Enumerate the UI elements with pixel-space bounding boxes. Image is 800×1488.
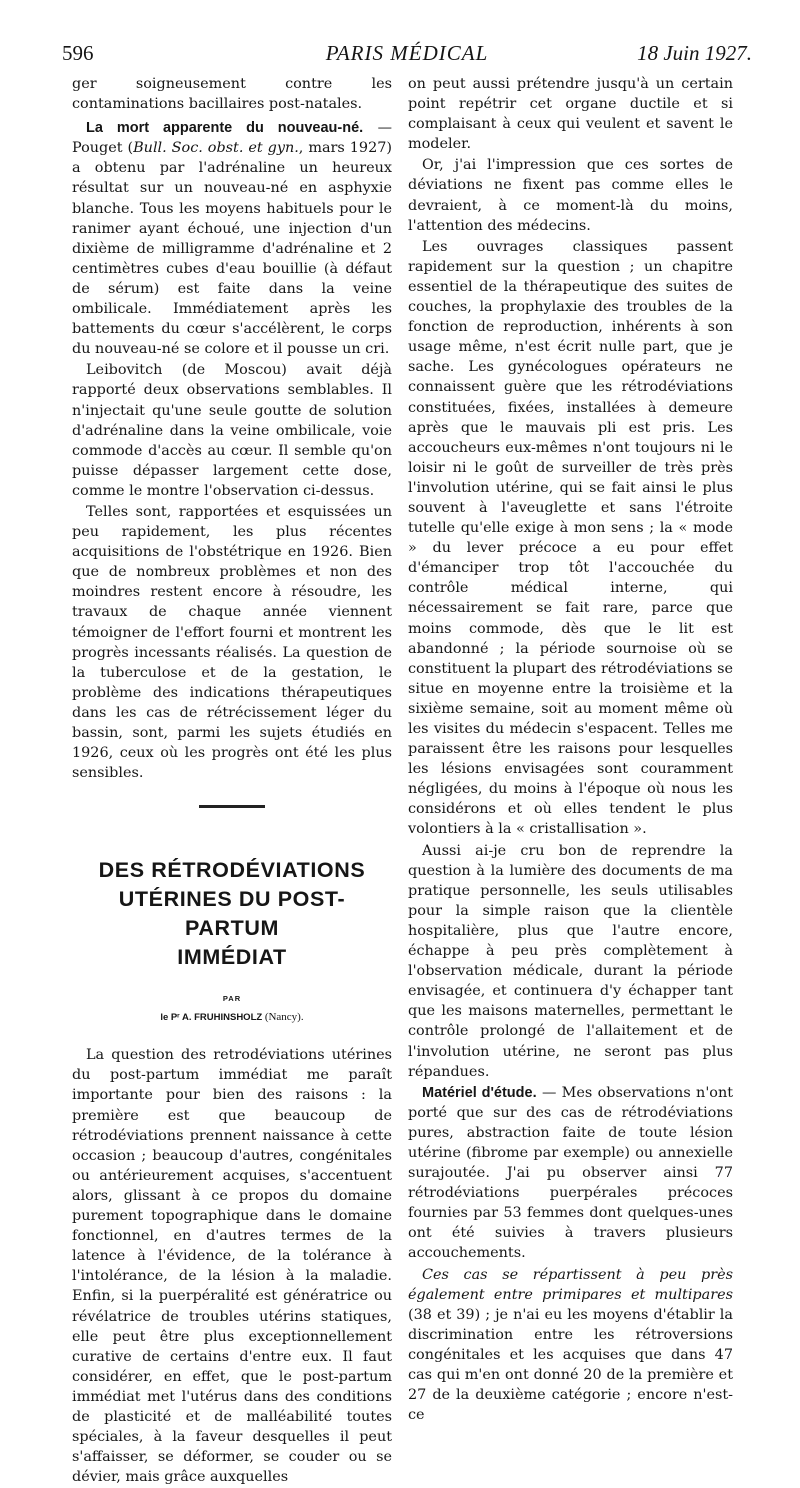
paragraph-material	[408, 1083, 733, 1264]
section-divider	[199, 805, 265, 808]
paragraph: Aussi ai-je cru bon de reprendre la question à la lumière des documents de ma pratique personnelle, les seuls utilisables pour la simple raison que la clientèle hospitalière, plus que l'autre encore, échappe à peu près complètement à l'observation médicale, durant la période envisagée, et continuera d'y échapper tant que les maisons maternelles, permettant le contrôle prolongé de l'allaitement et de l'involution utérine, ne seront pas plus répandues.	[408, 842, 733, 1080]
paragraph: Les ouvrages classiques passent rapidement sur la question ; un chapitre essentiel de la thérapeutique des suites de couches, la prophylaxie des troubles de la fonction de reproduction, inhérents à son usage même, n'est écrit nulle part, que je sache. Les gynécologues opérateurs ne connaissent guère que les rétrodéviations constituées, fixées, installées à demeure après que le mauvais pli est pris. Les accoucheurs eux-mêmes n'ont toujours ni le loisir ni le goût de surveiller de très près l'involution utérine, qui se fait ainsi le plus souvent à l'aveuglette et sans l'étroite tutelle qu'elle exige à mon sens ; la « mode » du lever précoce a eu pour effet d'émanciper trop tôt l'accouchée du contrôle médical interne, qui nécessairement se fait rare, parce que moins commode, dès que le lit est abandonné ; la période sournoise où se constituent la plupart des rétrodéviations se situe en moyenne entre la troisième et la sixième semaine, soit au moment même où les visites du médecin s'espacent. Telles me paraissent être les raisons pour lesquelles les lésions envisagées sont couramment négligées, du moins à l'époque où nous les considérons et où elles tendent le plus volontiers à la « cristallisation ».	[408, 238, 733, 838]
section-lead: La mort apparente du nouveau-né.	[86, 120, 364, 137]
paragraph: La question des retrodéviations utérines du post-partum immédiat me paraît importante pour bien des raisons : la première est que beaucoup de rétrodéviations prennent naissance à cette occasion ; beaucoup d'autres, congénitales ou antérieurement acquises, s'accentuent alors, glissant à ce propos du domaine purement topographique dans le domaine fonctionnel, en d'autres termes de la latence à l'évidence, de la tolérance à l'intolérance, de la lésion à la maladie. Enfin, si la puerpéralité est génératrice ou révélatrice de troubles utérins statiques, elle peut être plus exceptionnellement curative de certains d'entre eux. Il faut considérer, en effet, que le post-partum immédiat met l'utérus dans des conditions de plasticité et de malléabilité toutes spéciales, à la faveur desquelles il peut s'affaisser, se déformer, se couder ou se dévier, mais grâce auxquelles	[72, 1047, 392, 1486]
paragraph: ger soigneusement contre les contaminations bacillaires post-natales.	[72, 76, 392, 113]
author-name: le Pʳ A. FRUHINSHOLZ	[160, 1012, 263, 1024]
citation: Bull. Soc. obst. et gyn.	[133, 140, 299, 157]
paragraph-distribution	[408, 1265, 733, 1426]
paragraph-text: — Mes observations n'ont porté que sur des cas de rétrodéviations pures, abstraction faite de toute lésion utérine (fibrome par exemple) ou annexielle surajoutée. J'ai pu observer ainsi 77 rétrodéviations puerpérales précoces fournies par 53 femmes dont quelques-unes ont été suivies à travers plusieurs accouchements.	[408, 1084, 733, 1262]
right-column	[408, 74, 733, 1426]
section-lead: Matériel d'étude.	[422, 1084, 537, 1101]
paragraph: Leibovitch (de Moscou) avait déjà rapporté deux observations semblables. Il n'injectait qu'une seule goutte de solution d'adrénaline dans la veine ombilicale, voie commode d'accès au cœur. Il semble qu'on puisse dépasser largement cette dose, comme le montre l'observation ci-dessus.	[72, 362, 392, 499]
author-line	[72, 1010, 392, 1025]
left-column	[72, 74, 392, 1488]
italic-text: Ces cas se répartissent à peu près également entre primipares et multipares	[408, 1266, 733, 1303]
article-title-line: UTÉRINES DU POST-PARTUM	[118, 887, 346, 941]
byline-par: PAR	[222, 994, 242, 1004]
article-title-line: IMMÉDIAT	[177, 945, 287, 970]
paragraph-text: (38 et 39) ; je n'ai eu les moyens d'établir la discrimination entre les rétroversions congénitales et les acquises que dans 47 cas qui m'en ont donné 20 de la première et 27 de la deuxième catégorie ; encore n'est-ce	[408, 1306, 733, 1424]
article-title-line: DES RÉTRODÉVIATIONS	[98, 858, 366, 883]
issue-date: 18 Juin 1927.	[637, 41, 752, 65]
author-affiliation: (Nancy).	[264, 1011, 304, 1024]
journal-title: PARIS MÉDICAL	[325, 41, 489, 65]
paragraph-text: , mars 1927) a obtenu par l'adrénaline un heureux résultat sur un nouveau-né en asphyxie blanche. Tous les moyens habituels pour le ranimer ayant échoué, une injection d'un dixième de milligramme d'adrénaline et 2 centimètres cubes d'eau bouillie (à défaut de sérum) est faite dans la veine ombilicale. Immédiatement après les battements du cœur s'accélèrent, le corps du nouveau-né se colore et il pousse un cri.	[72, 140, 392, 358]
paragraph: Telles sont, rapportées et esquissées un peu rapidement, les plus récentes acquisitions de l'obstétrique en 1926. Bien que de nombreux problèmes et non des moindres restent encore à résoudre, les travaux de chaque année viennent témoigner de l'effort fourni et montrent les progrès incessants réalisés. La question de la tuberculose et de la gestation, le problème des indications thérapeutiques dans les cas de rétrécissement léger du bassin, sont, parmi les sujets étudiés en 1926, ceux où les progrès ont été les plus sensibles.	[72, 503, 392, 782]
paragraph-newborn-death	[72, 118, 392, 359]
page-number: 596	[62, 41, 94, 65]
paragraph: on peut aussi prétendre jusqu'à un certain point repétrir cet organe ductile et si complaisant à ceux qui veulent et savent le modeler.	[408, 76, 733, 153]
paragraph: Or, j'ai l'impression que ces sortes de déviations ne fixent pas comme elles le devraient, à ce moment-là du moins, l'attention des médecins.	[408, 157, 733, 234]
paragraph-text: — Pouget (	[72, 120, 393, 157]
page-header	[62, 40, 752, 70]
